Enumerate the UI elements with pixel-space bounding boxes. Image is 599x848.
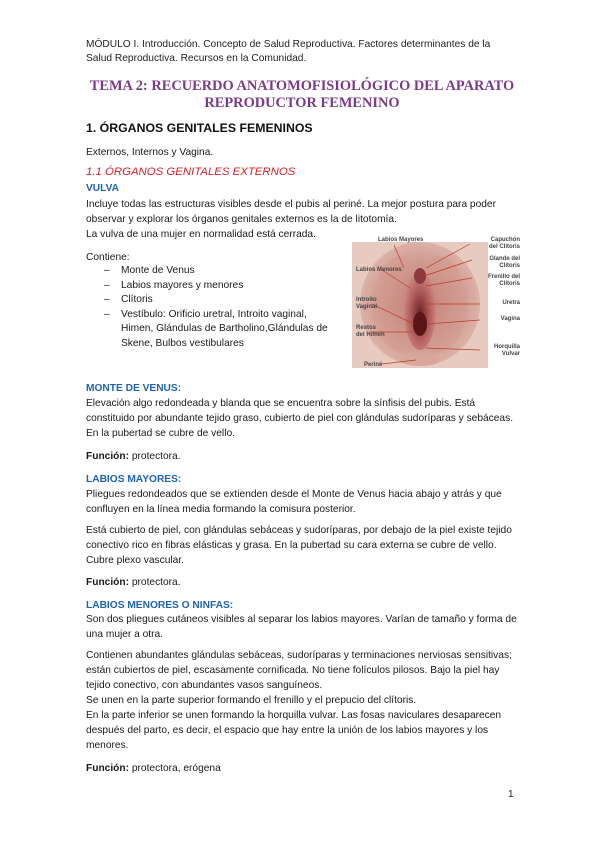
labios-menores-p2-line7: menores. [86, 740, 129, 751]
monte-venus-line1: Elevación algo redondeada y blanda que se encuentra sobre la sínfisis del pubis. Está [86, 398, 476, 409]
labios-menores-p2-line1: Contienen abundantes glándulas sebáceas, sudoríparas y terminaciones nerviosas sensitivas; [86, 650, 512, 661]
label-frenillo-clitoris: Frenillo del Clítoris [487, 274, 520, 287]
list-item: – Vestíbulo: Orificio uretral, Introito vaginal, Himen, Glándulas de Bartholino,Glándulas de Skene, Bulbos vestibulares [104, 308, 329, 352]
list-item: – Monte de Venus [104, 264, 329, 279]
monte-venus-funcion [86, 449, 518, 464]
labios-mayores-p2-line3: Cubre plexo vascular. [86, 555, 184, 566]
label-vagina: Vagina [500, 316, 520, 322]
labios-menores-p2-line3: tejido conectivo, con abundantes vasos sanguíneos. [86, 680, 323, 691]
label-capuchon-clitoris: Capuchón del Clítoris [488, 237, 520, 250]
funcion-value: protectora, erógena [129, 763, 221, 774]
label-horquilla-vulvar: Horquilla Vulvar [493, 344, 520, 357]
labios-mayores-heading: LABIOS MAYORES: [86, 474, 182, 485]
labios-menores-p1-line2: una mujer a otra. [86, 629, 164, 640]
label-perine: Periné [364, 362, 383, 368]
labios-menores-p2-line4: Se unen en la parte superior formando el frenillo y el prepucio del clítoris. [86, 695, 417, 706]
module-header [86, 38, 518, 66]
vulva-anatomy-figure [342, 232, 520, 370]
contiene-list [104, 264, 329, 352]
section-heading-organos: 1. ÓRGANOS GENITALES FEMENINOS [86, 121, 313, 135]
monte-venus-heading: MONTE DE VENUS: [86, 383, 182, 394]
vulva-paragraph-line2: observar y explorar los órganos genitales externos es la de litotomía. [86, 214, 397, 225]
module-header-line1: MÓDULO I. Introducción. Concepto de Salud Reproductiva. Factores determinantes de la [86, 39, 491, 50]
monte-venus-line3: En la pubertad se cubre de vello. [86, 428, 235, 439]
label-restos-himen: Restos del Himen [356, 325, 385, 338]
funcion-label: Función: [86, 577, 130, 588]
labios-mayores-p2-line2: conectivo rico en fibras elásticas y grasa. En la pubertad su cara externa se cubre de vello. [86, 540, 497, 551]
section-intro: Externos, Internos y Vagina. [86, 147, 214, 158]
labios-mayores-funcion [86, 575, 518, 590]
label-labios-mayores: Labios Mayores [378, 237, 424, 243]
topic-title-line1: TEMA 2: RECUERDO ANATOMOFISIOLÓGICO DEL APARATO [89, 78, 515, 94]
topic-title-line2: REPRODUCTOR FEMENINO [204, 95, 400, 111]
vulva-paragraph-line1: Incluye todas las estructuras visibles desde el pubis al periné. La mejor postura para poder [86, 199, 496, 210]
funcion-label: Función: [86, 763, 130, 774]
page-number: 1 [508, 789, 514, 800]
labios-menores-p2-line5: En la parte inferior se unen formando la horquilla vulvar. Las fosas naviculares desaparecen [86, 710, 502, 721]
list-item: – Clítoris [104, 293, 329, 308]
label-labios-menores: Labios Menores [356, 267, 402, 273]
labios-menores-p2-line2: están cubiertos de piel, escasamente cornificada. No tiene folículos pilosos. Bajo la piel hay [86, 665, 500, 676]
labios-menores-p1-line1: Son dos pliegues cutáneos visibles al separar los labios mayores. Varían de tamaño y forma de [86, 614, 517, 625]
label-glande-clitoris: Glande del Clítoris [489, 256, 520, 269]
funcion-value: protectora. [129, 577, 181, 588]
labios-menores-funcion [86, 761, 518, 776]
funcion-label: Función: [86, 451, 130, 462]
module-header-line2: Salud Reproductiva. Recursos en la Comunidad. [86, 53, 307, 64]
topic-title [86, 78, 518, 112]
labios-mayores-p1-line2: confluyen en la línea media formando la comisura posterior. [86, 504, 356, 515]
vulva-paragraph-closed: La vulva de una mujer en normalidad está cerrada. [86, 229, 316, 240]
contiene-label: Contiene: [86, 252, 130, 263]
labios-mayores-p1-line1: Pliegues redondeados que se extienden desde el Monte de Venus hacia abajo y atrás y que [86, 489, 502, 500]
labios-menores-heading: LABIOS MENORES O NINFAS: [86, 600, 234, 611]
label-uretra: Uretra [502, 300, 520, 306]
list-item: – Labios mayores y menores [104, 279, 329, 294]
labios-menores-p2-line6: después del parto, es decir, el espacio que hay entre la unión de los labios mayores y los [86, 725, 489, 736]
monte-venus-line2: constituido por abundante tejido graso, cubierto de piel con glándulas sudoríparas y sebáceas. [86, 413, 514, 424]
funcion-value: protectora. [129, 451, 181, 462]
label-introito-vaginal: Introito Vaginal [356, 297, 378, 310]
subsection-heading-externos: 1.1 ÓRGANOS GENITALES EXTERNOS [86, 166, 296, 178]
labios-mayores-p2-line1: Está cubierto de piel, con glándulas sebáceas y sudoríparas, por debajo de la piel existe tejido [86, 525, 512, 536]
vulva-heading: VULVA [86, 183, 120, 194]
